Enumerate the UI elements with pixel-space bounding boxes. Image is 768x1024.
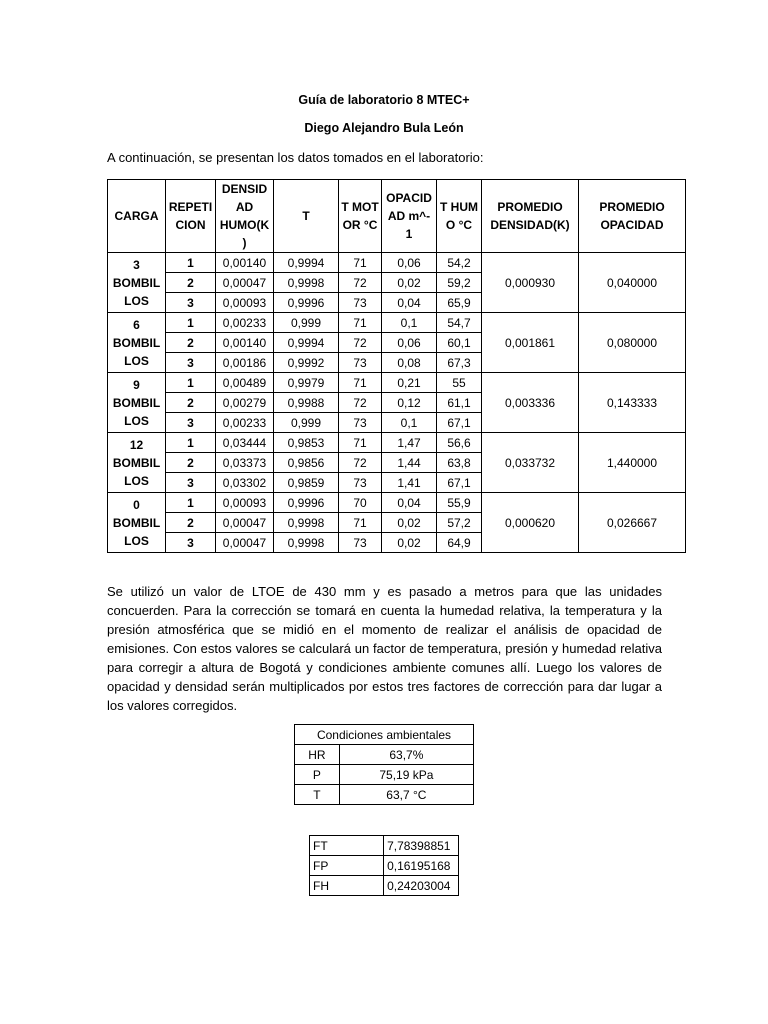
condition-label: T [295, 785, 340, 805]
condition-value: 63,7% [339, 745, 473, 765]
condition-value: 75,19 kPa [339, 765, 473, 785]
intro-text: A continuación, se presentan los datos tomados en el laboratorio: [107, 150, 484, 165]
load-label: 3 BOMBIL LOS [108, 253, 166, 313]
density-cell: 0,03373 [216, 453, 274, 473]
lab-data-table [107, 179, 686, 553]
repetition-cell: 3 [166, 413, 216, 433]
load-label: 9 BOMBIL LOS [108, 373, 166, 433]
condition-value: 63,7 °C [339, 785, 473, 805]
smoke-temp-cell: 60,1 [437, 333, 482, 353]
avg-density-cell: 0,003336 [482, 373, 579, 433]
density-cell: 0,00140 [216, 253, 274, 273]
density-cell: 0,00093 [216, 293, 274, 313]
avg-opacity-cell: 0,026667 [579, 493, 686, 553]
t-cell: 0,9853 [274, 433, 339, 453]
avg-density-cell: 0,001861 [482, 313, 579, 373]
t-cell: 0,9856 [274, 453, 339, 473]
opacity-cell: 0,02 [382, 273, 437, 293]
t-cell: 0,9992 [274, 353, 339, 373]
avg-opacity-cell: 0,080000 [579, 313, 686, 373]
density-cell: 0,00093 [216, 493, 274, 513]
t-cell: 0,9994 [274, 253, 339, 273]
smoke-temp-cell: 57,2 [437, 513, 482, 533]
repetition-cell: 3 [166, 473, 216, 493]
table-row [108, 373, 686, 393]
repetition-cell: 1 [166, 253, 216, 273]
t-cell: 0,9996 [274, 293, 339, 313]
t-cell: 0,9998 [274, 513, 339, 533]
opacity-cell: 0,08 [382, 353, 437, 373]
factor-label: FT [310, 836, 384, 856]
smoke-temp-cell: 56,6 [437, 433, 482, 453]
opacity-cell: 0,04 [382, 493, 437, 513]
column-header: DENSID AD HUMO(K ) [216, 180, 274, 253]
density-cell: 0,00279 [216, 393, 274, 413]
table-row [108, 313, 686, 333]
document-title: Guía de laboratorio 8 MTEC+ [298, 93, 470, 107]
t-cell: 0,999 [274, 413, 339, 433]
motor-temp-cell: 72 [339, 393, 382, 413]
t-cell: 0,9994 [274, 333, 339, 353]
motor-temp-cell: 71 [339, 253, 382, 273]
opacity-cell: 0,06 [382, 333, 437, 353]
factor-value: 0,16195168 [384, 856, 459, 876]
t-cell: 0,9859 [274, 473, 339, 493]
opacity-cell: 1,47 [382, 433, 437, 453]
condition-label: HR [295, 745, 340, 765]
table-row [295, 765, 474, 785]
opacity-cell: 0,02 [382, 513, 437, 533]
table-row [295, 785, 474, 805]
repetition-cell: 2 [166, 513, 216, 533]
column-header: T HUM O °C [437, 180, 482, 253]
motor-temp-cell: 71 [339, 313, 382, 333]
column-header: REPETI CION [166, 180, 216, 253]
repetition-cell: 1 [166, 493, 216, 513]
table-header-row [108, 180, 686, 253]
motor-temp-cell: 71 [339, 373, 382, 393]
opacity-cell: 0,1 [382, 413, 437, 433]
smoke-temp-cell: 67,3 [437, 353, 482, 373]
smoke-temp-cell: 67,1 [437, 473, 482, 493]
repetition-cell: 2 [166, 333, 216, 353]
column-header: CARGA [108, 180, 166, 253]
motor-temp-cell: 70 [339, 493, 382, 513]
opacity-cell: 0,06 [382, 253, 437, 273]
motor-temp-cell: 73 [339, 293, 382, 313]
smoke-temp-cell: 54,7 [437, 313, 482, 333]
conditions-table [294, 724, 474, 805]
t-cell: 0,9998 [274, 273, 339, 293]
t-cell: 0,9979 [274, 373, 339, 393]
smoke-temp-cell: 55,9 [437, 493, 482, 513]
smoke-temp-cell: 64,9 [437, 533, 482, 553]
methodology-paragraph: Se utilizó un valor de LTOE de 430 mm y es pasado a metros para que las unidades concuerden. Para la corrección se tomará en cuenta la humedad relativa, la temperatura y la presión atmosférica que se midió en el momento de realizar el análisis de opacidad de emisiones. Con estos valores se calculará un factor de temperatura, presión y humedad relativa para corregir a altura de Bogotá y condiciones ambiente comunes allí. Luego los valores de opacidad y densidad serán multiplicados por estos tres factores de corrección para dar lugar a los valores corregidos. [107, 584, 662, 713]
column-header: T MOT OR °C [339, 180, 382, 253]
motor-temp-cell: 72 [339, 273, 382, 293]
avg-opacity-cell: 0,040000 [579, 253, 686, 313]
load-label: 0 BOMBIL LOS [108, 493, 166, 553]
load-label: 12 BOMBIL LOS [108, 433, 166, 493]
column-header: PROMEDIO DENSIDAD(K) [482, 180, 579, 253]
opacity-cell: 1,44 [382, 453, 437, 473]
density-cell: 0,00489 [216, 373, 274, 393]
conditions-title: Condiciones ambientales [295, 725, 474, 745]
table-row [108, 433, 686, 453]
motor-temp-cell: 71 [339, 433, 382, 453]
motor-temp-cell: 72 [339, 333, 382, 353]
repetition-cell: 1 [166, 373, 216, 393]
density-cell: 0,00047 [216, 533, 274, 553]
load-label: 6 BOMBIL LOS [108, 313, 166, 373]
smoke-temp-cell: 67,1 [437, 413, 482, 433]
motor-temp-cell: 73 [339, 413, 382, 433]
author-name: Diego Alejandro Bula León [304, 121, 464, 135]
motor-temp-cell: 71 [339, 513, 382, 533]
avg-density-cell: 0,000930 [482, 253, 579, 313]
density-cell: 0,00233 [216, 413, 274, 433]
factors-table [309, 835, 459, 896]
smoke-temp-cell: 59,2 [437, 273, 482, 293]
t-cell: 0,999 [274, 313, 339, 333]
repetition-cell: 2 [166, 273, 216, 293]
smoke-temp-cell: 61,1 [437, 393, 482, 413]
table-row [310, 876, 459, 896]
repetition-cell: 1 [166, 313, 216, 333]
opacity-cell: 0,21 [382, 373, 437, 393]
motor-temp-cell: 73 [339, 533, 382, 553]
repetition-cell: 2 [166, 453, 216, 473]
repetition-cell: 1 [166, 433, 216, 453]
repetition-cell: 3 [166, 353, 216, 373]
t-cell: 0,9998 [274, 533, 339, 553]
opacity-cell: 0,02 [382, 533, 437, 553]
column-header: PROMEDIO OPACIDAD [579, 180, 686, 253]
t-cell: 0,9996 [274, 493, 339, 513]
opacity-cell: 0,04 [382, 293, 437, 313]
motor-temp-cell: 73 [339, 473, 382, 493]
smoke-temp-cell: 63,8 [437, 453, 482, 473]
motor-temp-cell: 73 [339, 353, 382, 373]
density-cell: 0,03444 [216, 433, 274, 453]
factor-label: FH [310, 876, 384, 896]
opacity-cell: 1,41 [382, 473, 437, 493]
factor-label: FP [310, 856, 384, 876]
repetition-cell: 2 [166, 393, 216, 413]
table-row [310, 856, 459, 876]
density-cell: 0,00140 [216, 333, 274, 353]
repetition-cell: 3 [166, 293, 216, 313]
condition-label: P [295, 765, 340, 785]
opacity-cell: 0,12 [382, 393, 437, 413]
motor-temp-cell: 72 [339, 453, 382, 473]
opacity-cell: 0,1 [382, 313, 437, 333]
factor-value: 7,78398851 [384, 836, 459, 856]
avg-opacity-cell: 0,143333 [579, 373, 686, 433]
avg-density-cell: 0,033732 [482, 433, 579, 493]
factor-value: 0,24203004 [384, 876, 459, 896]
table-row [295, 745, 474, 765]
repetition-cell: 3 [166, 533, 216, 553]
smoke-temp-cell: 54,2 [437, 253, 482, 273]
density-cell: 0,00233 [216, 313, 274, 333]
smoke-temp-cell: 65,9 [437, 293, 482, 313]
density-cell: 0,00047 [216, 273, 274, 293]
column-header: OPACID AD m^- 1 [382, 180, 437, 253]
avg-density-cell: 0,000620 [482, 493, 579, 553]
density-cell: 0,00186 [216, 353, 274, 373]
t-cell: 0,9988 [274, 393, 339, 413]
density-cell: 0,03302 [216, 473, 274, 493]
density-cell: 0,00047 [216, 513, 274, 533]
table-row [108, 253, 686, 273]
table-row [108, 493, 686, 513]
table-row [310, 836, 459, 856]
column-header: T [274, 180, 339, 253]
smoke-temp-cell: 55 [437, 373, 482, 393]
avg-opacity-cell: 1,440000 [579, 433, 686, 493]
